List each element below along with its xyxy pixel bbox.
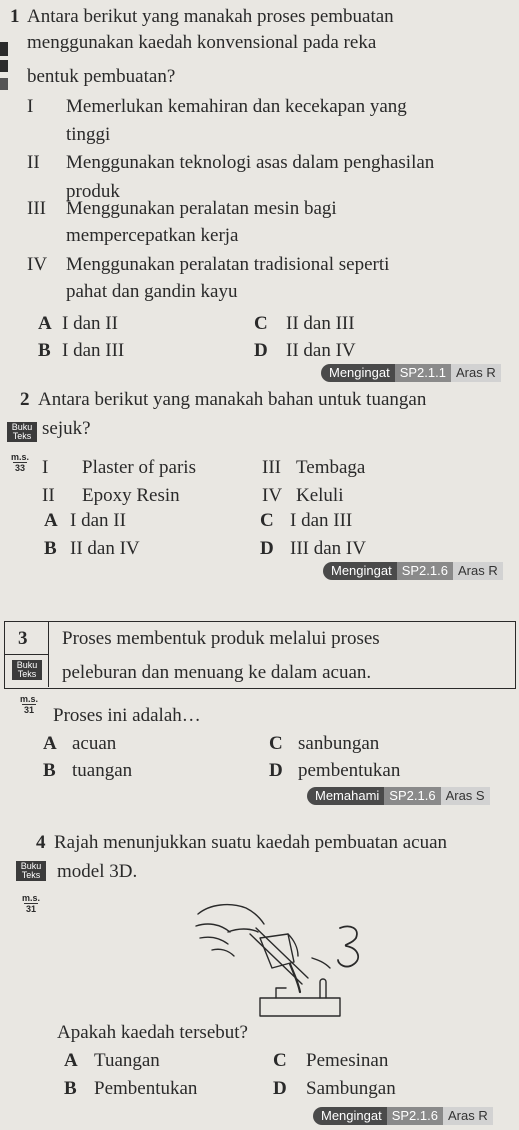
- option-letter: C: [269, 733, 283, 754]
- option-text: acuan: [72, 733, 117, 754]
- item-text: tinggi: [66, 124, 111, 145]
- option-letter: B: [38, 340, 51, 361]
- item-text: mempercepatkan kerja: [66, 225, 239, 246]
- item-text: produk: [66, 181, 120, 202]
- item-text: Plaster of paris: [82, 457, 196, 478]
- page-reference: m.s. 31: [22, 893, 41, 914]
- option-letter: D: [269, 760, 283, 781]
- option-letter: A: [38, 313, 52, 334]
- option-text: I dan II: [62, 313, 118, 334]
- option-letter: B: [43, 760, 56, 781]
- option-text: I dan II: [70, 510, 126, 531]
- question-stem-line: Proses membentuk produk melalui proses: [62, 628, 380, 649]
- option-letter: A: [64, 1050, 78, 1071]
- item-roman: III: [27, 198, 46, 219]
- item-text: Menggunakan peralatan tradisional seperti: [66, 254, 390, 275]
- textbook-badge: Buku Teks: [16, 861, 46, 881]
- item-text: Epoxy Resin: [82, 485, 180, 506]
- option-text: I dan III: [62, 340, 125, 361]
- option-letter: D: [260, 538, 274, 559]
- textbook-badge: Buku Teks: [12, 660, 42, 680]
- question-stem-line: Antara berikut yang manakah bahan untuk tuangan: [38, 389, 427, 410]
- option-text: III dan IV: [290, 538, 366, 559]
- skill-tag: Mengingat SP2.1.6 Aras R: [313, 1107, 493, 1125]
- page-edge-mark: [0, 42, 8, 56]
- page-reference: m.s. 31: [20, 694, 39, 715]
- mould-icon: [260, 998, 340, 1016]
- option-letter: D: [254, 340, 268, 361]
- hand-icon: [198, 905, 264, 924]
- option-text: Pemesinan: [306, 1050, 389, 1071]
- option-letter: A: [44, 510, 58, 531]
- option-letter: C: [254, 313, 268, 334]
- skill-tag: Mengingat SP2.1.1 Aras R: [321, 364, 501, 382]
- skill-tag: Mengingat SP2.1.6 Aras R: [323, 562, 503, 580]
- frame-divider: [48, 621, 49, 687]
- question-number: 2: [20, 389, 30, 410]
- crucible-icon: [260, 934, 294, 968]
- option-text: sanbungan: [298, 733, 380, 754]
- item-text: Menggunakan teknologi asas dalam penghasilan: [66, 152, 435, 173]
- option-text: Tuangan: [94, 1050, 160, 1071]
- question-stem-line: Rajah menunjukkan suatu kaedah pembuatan acuan: [54, 832, 448, 853]
- question-prompt: Apakah kaedah tersebut?: [57, 1022, 248, 1043]
- page-reference: m.s. 33: [11, 452, 30, 473]
- item-roman: IV: [27, 254, 48, 275]
- question-stem-line: peleburan dan menuang ke dalam acuan.: [62, 662, 372, 683]
- option-text: II dan III: [286, 313, 355, 334]
- casting-illustration: [190, 898, 370, 1020]
- option-text: tuangan: [72, 760, 133, 781]
- option-text: Pembentukan: [94, 1078, 198, 1099]
- item-roman: II: [42, 485, 55, 506]
- option-text: I dan III: [290, 510, 353, 531]
- frame-divider: [4, 654, 48, 655]
- item-roman: III: [262, 457, 281, 478]
- option-letter: C: [273, 1050, 287, 1071]
- skill-tag: Memahami SP2.1.6 Aras S: [307, 787, 490, 805]
- option-text: II dan IV: [286, 340, 356, 361]
- option-letter: B: [44, 538, 57, 559]
- option-text: pembentukan: [298, 760, 401, 781]
- item-roman: I: [27, 96, 34, 117]
- item-text: Keluli: [296, 485, 344, 506]
- item-text: Memerlukan kemahiran dan kecekapan yang: [66, 96, 407, 117]
- option-letter: B: [64, 1078, 77, 1099]
- question-stem-line: Antara berikut yang manakah proses pembuatan: [27, 6, 394, 27]
- option-letter: D: [273, 1078, 287, 1099]
- question-stem-line: bentuk pembuatan?: [27, 66, 176, 87]
- page-edge-mark: [0, 60, 8, 72]
- item-roman: I: [42, 457, 49, 478]
- option-letter: A: [43, 733, 57, 754]
- item-roman: IV: [262, 485, 283, 506]
- item-roman: II: [27, 152, 40, 173]
- question-number: 1: [10, 6, 20, 27]
- page-edge-mark: [0, 78, 8, 90]
- pattern-3-shape: [338, 926, 358, 966]
- question-number: 3: [18, 628, 28, 649]
- question-stem-line: model 3D.: [57, 861, 138, 882]
- item-text: Tembaga: [296, 457, 366, 478]
- question-stem-line: menggunakan kaedah konvensional pada reka: [27, 32, 377, 53]
- item-text: Menggunakan peralatan mesin bagi: [66, 198, 337, 219]
- question-prompt: Proses ini adalah…: [53, 705, 201, 726]
- option-letter: C: [260, 510, 274, 531]
- question-stem-line: sejuk?: [42, 418, 91, 439]
- option-text: Sambungan: [306, 1078, 396, 1099]
- item-text: pahat dan gandin kayu: [66, 281, 238, 302]
- textbook-badge: Buku Teks: [7, 422, 37, 442]
- option-text: II dan IV: [70, 538, 140, 559]
- question-number: 4: [36, 832, 46, 853]
